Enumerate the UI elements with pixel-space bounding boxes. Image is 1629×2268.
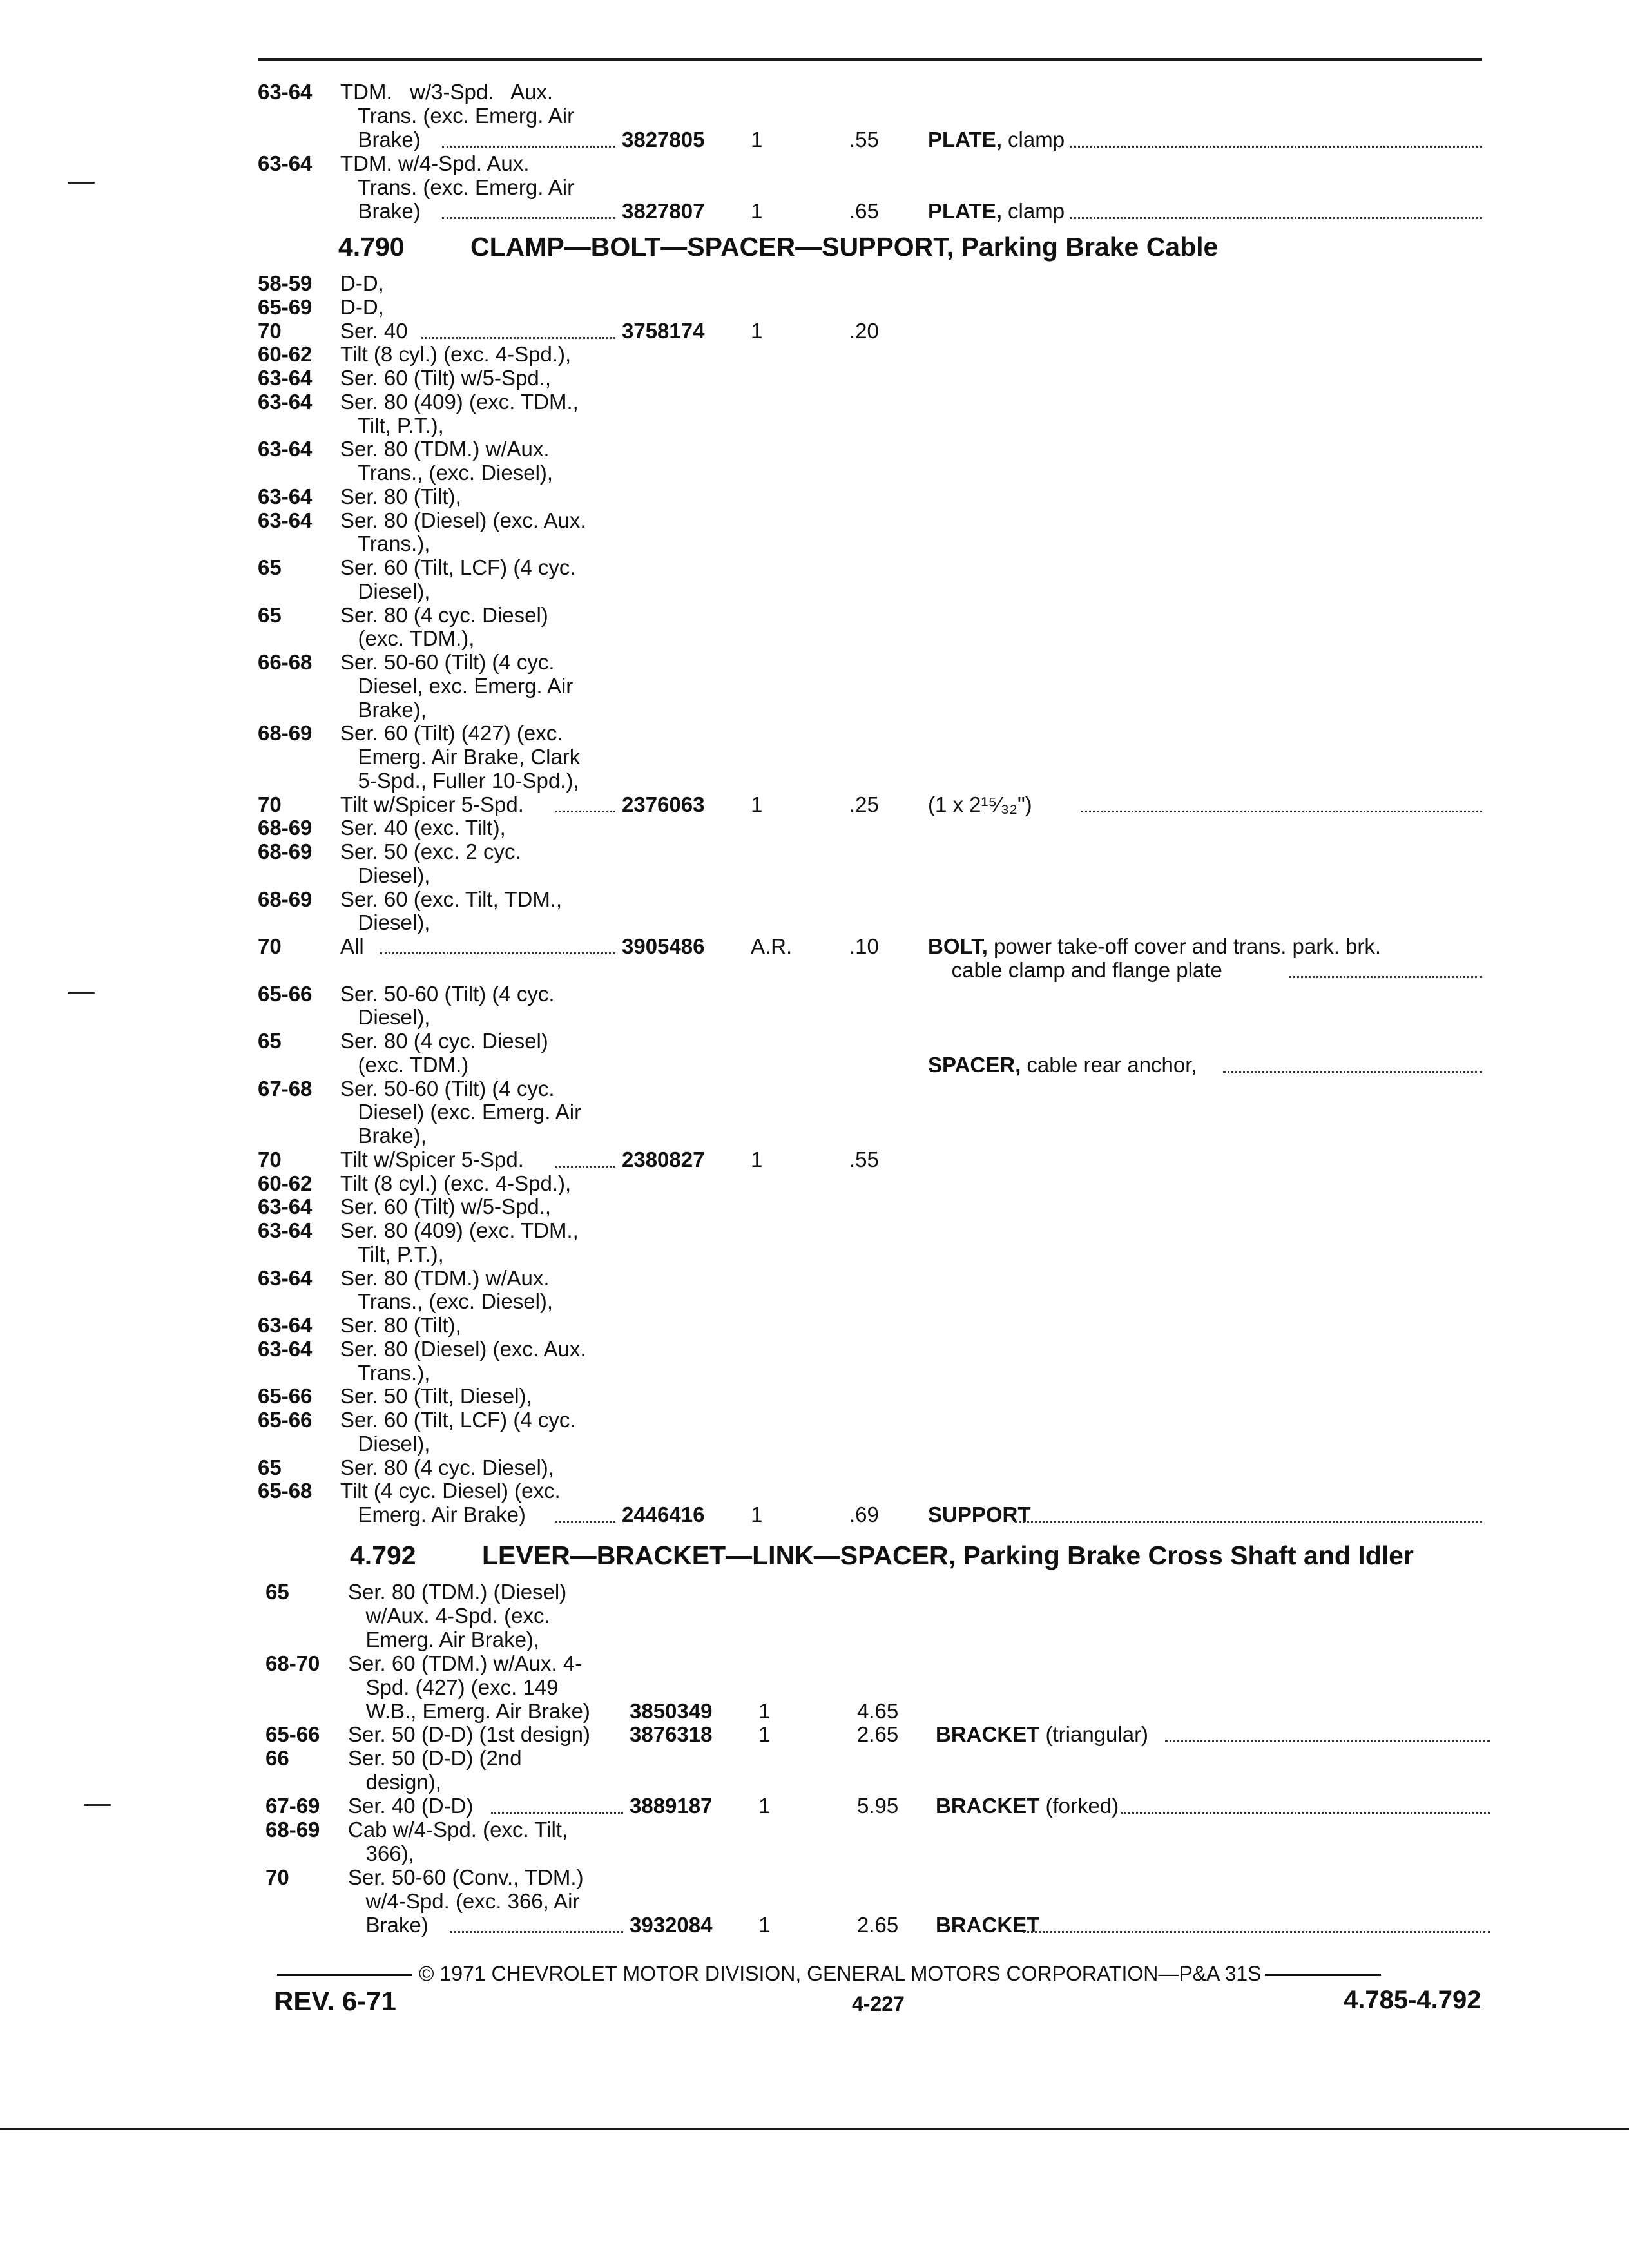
model-description: Ser. 60 (Tilt, LCF) (4 cyc. <box>340 1408 576 1432</box>
table-row <box>0 532 1629 555</box>
quantity: 1 <box>751 1147 763 1171</box>
model-description: Ser. 50-60 (Tilt) (4 cyc. <box>340 650 555 674</box>
footer-rev: REV. 6-71 <box>274 1986 396 2016</box>
dot-leader <box>421 319 615 339</box>
dot-leader <box>1070 128 1482 148</box>
table-row <box>8 1604 1629 1628</box>
year-range: 60-62 <box>258 1171 313 1195</box>
quantity: 1 <box>751 792 763 816</box>
table-row <box>8 1746 1629 1770</box>
model-description: Ser. 60 (Tilt) w/5-Spd., <box>340 1195 552 1219</box>
part-number: 3889187 <box>630 1794 713 1818</box>
year-range: 70 <box>258 1147 282 1171</box>
year-range: 63-64 <box>258 1218 313 1242</box>
quantity: 1 <box>758 1912 771 1937</box>
model-description: Ser. 50 (D-D) (2nd <box>348 1746 522 1771</box>
quantity: 1 <box>751 199 763 223</box>
model-description: Diesel), <box>340 910 430 935</box>
model-description: Diesel), <box>340 1431 430 1456</box>
model-description: Ser. 80 (409) (exc. TDM., <box>340 1218 579 1242</box>
table-row <box>0 887 1629 911</box>
table-row <box>0 199 1629 223</box>
year-range: 63-64 <box>258 80 313 104</box>
price: .10 <box>849 934 879 958</box>
price: .65 <box>849 199 879 223</box>
model-description: Ser. 50-60 (Tilt) (4 cyc. <box>340 1076 555 1100</box>
year-range: 70 <box>258 318 282 343</box>
model-description: Brake), <box>340 1124 427 1148</box>
model-description: Ser. 80 (4 cyc. Diesel) <box>340 1029 548 1053</box>
table-row <box>0 1218 1629 1242</box>
part-name-detail: (forked) <box>1039 1794 1119 1818</box>
part-name-keyword: BRACKET <box>936 1912 1040 1937</box>
year-range: 67-68 <box>258 1076 313 1100</box>
table-row <box>0 1384 1629 1408</box>
year-range: 63-64 <box>258 151 313 175</box>
model-description: Ser. 60 (Tilt) (427) (exc. <box>340 721 563 745</box>
model-description: Tilt (4 cyc. Diesel) (exc. <box>340 1479 561 1503</box>
model-description: Ser. 50-60 (Conv., TDM.) <box>348 1865 584 1889</box>
model-description: Ser. 80 (TDM.) (Diesel) <box>348 1580 567 1604</box>
model-description: Tilt (8 cyl.) (exc. 4-Spd.), <box>340 342 572 367</box>
part-number: 3758174 <box>622 318 705 343</box>
year-range: 58-59 <box>258 271 313 295</box>
year-range: 63-64 <box>258 1336 313 1361</box>
table-row <box>0 151 1629 175</box>
table-row <box>0 721 1629 745</box>
table-row <box>0 295 1629 319</box>
model-description: (exc. TDM.), <box>340 626 475 651</box>
table-row <box>0 910 1629 934</box>
model-description: Ser. 50 (D-D) (1st design) <box>348 1722 590 1747</box>
table-row <box>0 1029 1629 1053</box>
year-range: 65 <box>258 602 282 627</box>
year-range: 70 <box>258 792 282 816</box>
model-description: Brake) <box>348 1912 429 1937</box>
year-range: 63-64 <box>258 484 313 508</box>
model-description: Trans., (exc. Diesel), <box>340 1289 554 1314</box>
part-name-keyword: PLATE, <box>928 199 1002 223</box>
year-range: 65-69 <box>258 294 313 319</box>
model-description: Ser. 40 (D-D) <box>348 1794 474 1818</box>
model-description: Trans.), <box>340 1360 430 1385</box>
price: 2.65 <box>857 1912 899 1937</box>
year-range: 68-70 <box>265 1651 320 1675</box>
table-row <box>0 1479 1629 1503</box>
table-row <box>0 934 1629 958</box>
part-name <box>936 1722 1148 1746</box>
table-row <box>8 1580 1629 1604</box>
model-description: Ser. 80 (TDM.) w/Aux. <box>340 1265 550 1290</box>
model-description: Ser. 80 (TDM.) w/Aux. <box>340 437 550 461</box>
year-range: 68-69 <box>258 721 313 745</box>
model-description: TDM. w/4-Spd. Aux. <box>340 151 530 175</box>
model-description: 366), <box>348 1841 414 1865</box>
part-number: 2446416 <box>622 1503 705 1526</box>
table-row <box>0 1077 1629 1100</box>
table-row <box>0 769 1629 793</box>
dot-leader <box>1223 1053 1482 1073</box>
table-row <box>0 1195 1629 1218</box>
dot-leader <box>555 1503 615 1523</box>
table-row <box>0 555 1629 579</box>
part-number: 3827805 <box>622 128 705 151</box>
model-description: Trans. (exc. Emerg. Air <box>340 104 575 128</box>
model-description: (exc. TDM.) <box>340 1052 469 1077</box>
part-name-keyword: SUPPORT <box>928 1503 1031 1526</box>
model-description: Ser. 50 (Tilt, Diesel), <box>340 1384 532 1408</box>
quantity: 1 <box>751 318 763 343</box>
footer-copyright-line <box>277 1962 1381 1986</box>
year-range: 65-66 <box>258 1384 313 1408</box>
year-range: 68-69 <box>258 840 313 863</box>
table-row <box>0 1361 1629 1385</box>
year-range: 63-64 <box>258 437 313 461</box>
part-name-detail: clamp <box>1001 128 1065 151</box>
dot-leader <box>1070 199 1482 219</box>
quantity: 1 <box>758 1794 771 1818</box>
table-row <box>0 366 1629 390</box>
model-description: Ser. 80 (4 cyc. Diesel), <box>340 1455 554 1479</box>
part-number: 3905486 <box>622 934 705 958</box>
model-description: Trans. (exc. Emerg. Air <box>340 175 575 199</box>
year-range: 63-64 <box>258 366 313 390</box>
part-name-detail: clamp <box>1001 199 1065 223</box>
table-row <box>0 698 1629 722</box>
table-row <box>0 1408 1629 1432</box>
table-row <box>0 1337 1629 1361</box>
table-row <box>0 1171 1629 1195</box>
table-row <box>0 579 1629 603</box>
model-description: Ser. 80 (4 cyc. Diesel) <box>340 602 548 627</box>
model-description: Tilt, P.T.), <box>340 413 444 437</box>
model-description: w/Aux. 4-Spd. (exc. <box>348 1603 550 1628</box>
model-description: Diesel, exc. Emerg. Air <box>340 673 574 698</box>
table-row <box>0 390 1629 414</box>
model-description: TDM. w/3-Spd. Aux. <box>340 80 554 104</box>
year-range: 63-64 <box>258 1265 313 1290</box>
section-title: LEVER—BRACKET—LINK—SPACER, Parking Brake Cross Shaft and Idler <box>482 1541 1414 1570</box>
quantity: 1 <box>758 1698 771 1723</box>
table-row <box>0 104 1629 128</box>
model-description: Emerg. Air Brake, Clark <box>340 745 581 769</box>
year-range: 63-64 <box>258 389 313 414</box>
model-description: D-D, <box>340 294 384 319</box>
model-description: Diesel), <box>340 1005 430 1030</box>
part-name <box>928 793 1032 816</box>
table-row <box>8 1675 1629 1699</box>
table-row <box>0 80 1629 104</box>
table-row <box>0 1148 1629 1171</box>
table-row <box>0 840 1629 863</box>
part-name <box>928 128 1065 151</box>
model-description: Ser. 50 (exc. 2 cyc. <box>340 840 521 863</box>
part-number: 3876318 <box>630 1722 713 1747</box>
year-range: 65-68 <box>258 1479 313 1503</box>
table-row <box>0 863 1629 887</box>
part-name-detail: (triangular) <box>1039 1722 1149 1747</box>
price: .55 <box>849 128 879 151</box>
part-number: 3932084 <box>630 1912 713 1937</box>
price: 2.65 <box>857 1722 899 1747</box>
model-description: design), <box>348 1770 441 1794</box>
table-row <box>8 1865 1629 1889</box>
year-range: 65-66 <box>258 981 313 1006</box>
part-name-detail: power take-off cover and trans. park. brk. <box>987 934 1382 958</box>
year-range: 65 <box>265 1580 289 1604</box>
model-description: Ser. 40 <box>340 318 408 343</box>
price: .55 <box>849 1147 879 1171</box>
quantity: 1 <box>751 1503 763 1526</box>
table-row <box>0 1124 1629 1148</box>
quantity: 1 <box>758 1722 771 1747</box>
year-range: 68-69 <box>258 816 313 840</box>
model-description: Ser. 80 (Diesel) (exc. Aux. <box>340 1336 586 1361</box>
model-description: Ser. 50-60 (Tilt) (4 cyc. <box>340 981 555 1006</box>
section-number: 4.790 <box>338 232 405 262</box>
table-row <box>8 1651 1629 1675</box>
model-description: w/4-Spd. (exc. 366, Air <box>348 1888 580 1913</box>
part-name <box>928 199 1065 223</box>
model-description: Ser. 60 (exc. Tilt, TDM., <box>340 887 563 911</box>
table-row <box>0 461 1629 485</box>
model-description: Brake) <box>340 199 421 223</box>
table-row <box>8 1841 1629 1865</box>
model-description: Tilt (8 cyl.) (exc. 4-Spd.), <box>340 1171 572 1195</box>
table-row <box>8 1889 1629 1913</box>
table-row <box>0 342 1629 366</box>
dot-leader <box>450 1913 623 1933</box>
model-description: Emerg. Air Brake), <box>348 1627 540 1651</box>
part-name-keyword: BRACKET <box>936 1722 1040 1747</box>
part-name-keyword: PLATE, <box>928 128 1002 151</box>
table-row <box>8 1722 1629 1746</box>
table-row <box>0 626 1629 650</box>
part-name <box>936 1794 1119 1818</box>
table-row <box>0 650 1629 674</box>
model-description: Emerg. Air Brake) <box>340 1503 526 1526</box>
model-description: Tilt, P.T.), <box>340 1242 444 1266</box>
model-description: All <box>340 934 364 958</box>
model-description: Diesel), <box>340 863 430 887</box>
year-range: 63-64 <box>258 1195 313 1219</box>
part-number: 3827807 <box>622 199 705 223</box>
dot-leader <box>1121 1794 1490 1814</box>
section-title: CLAMP—BOLT—SPACER—SUPPORT, Parking Brake Cable <box>470 232 1219 262</box>
quantity: 1 <box>751 128 763 151</box>
model-description: D-D, <box>340 271 384 295</box>
table-row <box>8 1628 1629 1651</box>
model-description: Cab w/4-Spd. (exc. Tilt, <box>348 1818 568 1841</box>
dot-leader <box>1023 1913 1490 1933</box>
model-description: W.B., Emerg. Air Brake) <box>348 1698 590 1723</box>
table-row <box>8 1770 1629 1794</box>
table-row <box>0 508 1629 532</box>
section-heading <box>338 232 1218 262</box>
price: 4.65 <box>857 1698 899 1723</box>
part-number: 2376063 <box>622 792 705 816</box>
model-description: Ser. 40 (exc. Tilt), <box>340 816 506 840</box>
footer-copyright: © 1971 CHEVROLET MOTOR DIVISION, GENERAL MOTORS CORPORATION—P&A 31S <box>419 1962 1262 1985</box>
footer-page-number: 4-227 <box>852 1992 905 2015</box>
model-description: Brake) <box>340 128 421 151</box>
table-row <box>0 128 1629 151</box>
model-description: Tilt w/Spicer 5-Spd. <box>340 792 524 816</box>
year-range: 65-66 <box>265 1722 320 1747</box>
model-description: Ser. 80 (409) (exc. TDM., <box>340 389 579 414</box>
year-range: 65 <box>258 1455 282 1479</box>
table-row <box>0 674 1629 698</box>
year-range: 65-66 <box>258 1408 313 1432</box>
price: .69 <box>849 1503 879 1526</box>
table-row <box>8 1699 1629 1723</box>
table-row <box>0 1242 1629 1266</box>
year-range: 70 <box>258 934 282 958</box>
year-range: 70 <box>265 1865 289 1889</box>
year-range: 66 <box>265 1746 289 1771</box>
year-range: 65 <box>258 1029 282 1053</box>
section-number: 4.792 <box>350 1541 416 1570</box>
part-name <box>928 1053 1197 1077</box>
price: .25 <box>849 792 879 816</box>
model-description: Diesel), <box>340 579 430 603</box>
part-number: 2380827 <box>622 1147 705 1171</box>
dot-leader <box>1081 793 1482 812</box>
price: .20 <box>849 318 879 343</box>
part-name-detail: cable clamp and flange plate <box>928 957 1222 982</box>
table-row <box>0 1503 1629 1526</box>
model-description: Diesel) (exc. Emerg. Air <box>340 1100 582 1124</box>
table-row <box>0 1053 1629 1077</box>
part-name-detail: (1 x 2¹⁵⁄₃₂") <box>928 792 1032 816</box>
table-row <box>0 982 1629 1006</box>
dot-leader <box>491 1794 623 1814</box>
model-description: Ser. 60 (Tilt, LCF) (4 cyc. <box>340 555 576 579</box>
table-row <box>8 1913 1629 1937</box>
section-heading <box>350 1541 1414 1570</box>
table-row <box>8 1818 1629 1841</box>
model-description: Brake), <box>340 697 427 722</box>
dot-leader <box>555 1148 615 1168</box>
table-row <box>0 745 1629 769</box>
table-row <box>0 1289 1629 1313</box>
table-row <box>0 958 1629 982</box>
quantity: A.R. <box>751 934 793 958</box>
table-row <box>0 793 1629 816</box>
dot-leader <box>555 793 615 812</box>
table-row <box>0 603 1629 627</box>
year-range: 68-69 <box>265 1818 320 1841</box>
part-name <box>928 934 1381 958</box>
model-description: Trans., (exc. Diesel), <box>340 461 554 485</box>
year-range: 66-68 <box>258 650 313 674</box>
table-row <box>0 271 1629 295</box>
model-description: Ser. 60 (TDM.) w/Aux. 4- <box>348 1651 583 1675</box>
table-row <box>0 1266 1629 1290</box>
table-row <box>0 485 1629 508</box>
dot-leader <box>442 199 615 219</box>
dot-leader <box>1289 958 1482 978</box>
year-range: 67-69 <box>265 1794 320 1818</box>
year-range: 60-62 <box>258 342 313 367</box>
part-name <box>928 958 1222 982</box>
year-range: 68-69 <box>258 887 313 911</box>
year-range: 63-64 <box>258 1313 313 1337</box>
part-name-keyword: SPACER, <box>928 1052 1021 1077</box>
dot-leader <box>442 128 615 148</box>
table-row <box>0 437 1629 461</box>
table-row <box>0 1432 1629 1456</box>
model-description: Tilt w/Spicer 5-Spd. <box>340 1147 524 1171</box>
table-row <box>0 175 1629 199</box>
year-range: 63-64 <box>258 508 313 532</box>
year-range: 65 <box>258 555 282 579</box>
part-name-detail: cable rear anchor, <box>1021 1052 1197 1077</box>
model-description: Spd. (427) (exc. 149 <box>348 1675 559 1699</box>
model-description: Ser. 60 (Tilt) w/5-Spd., <box>340 366 552 390</box>
model-description: 5-Spd., Fuller 10-Spd.), <box>340 768 579 793</box>
dot-leader <box>1165 1722 1490 1742</box>
table-row <box>0 1456 1629 1479</box>
table-row <box>8 1794 1629 1818</box>
model-description: Ser. 80 (Diesel) (exc. Aux. <box>340 508 586 532</box>
price: 5.95 <box>857 1794 899 1818</box>
table-row <box>0 414 1629 437</box>
part-name-keyword: BOLT, <box>928 934 988 958</box>
table-row <box>0 319 1629 343</box>
footer-section-range: 4.785-4.792 <box>1344 1986 1481 2014</box>
dot-leader <box>1015 1503 1482 1523</box>
table-row <box>0 1100 1629 1124</box>
table-row <box>0 816 1629 840</box>
model-description: Ser. 80 (Tilt), <box>340 1313 461 1337</box>
model-description: Ser. 80 (Tilt), <box>340 484 461 508</box>
model-description: Trans.), <box>340 532 430 556</box>
part-name-keyword: BRACKET <box>936 1794 1040 1818</box>
table-row <box>0 1005 1629 1029</box>
dot-leader <box>380 934 615 954</box>
part-number: 3850349 <box>630 1698 713 1723</box>
table-row <box>0 1313 1629 1337</box>
